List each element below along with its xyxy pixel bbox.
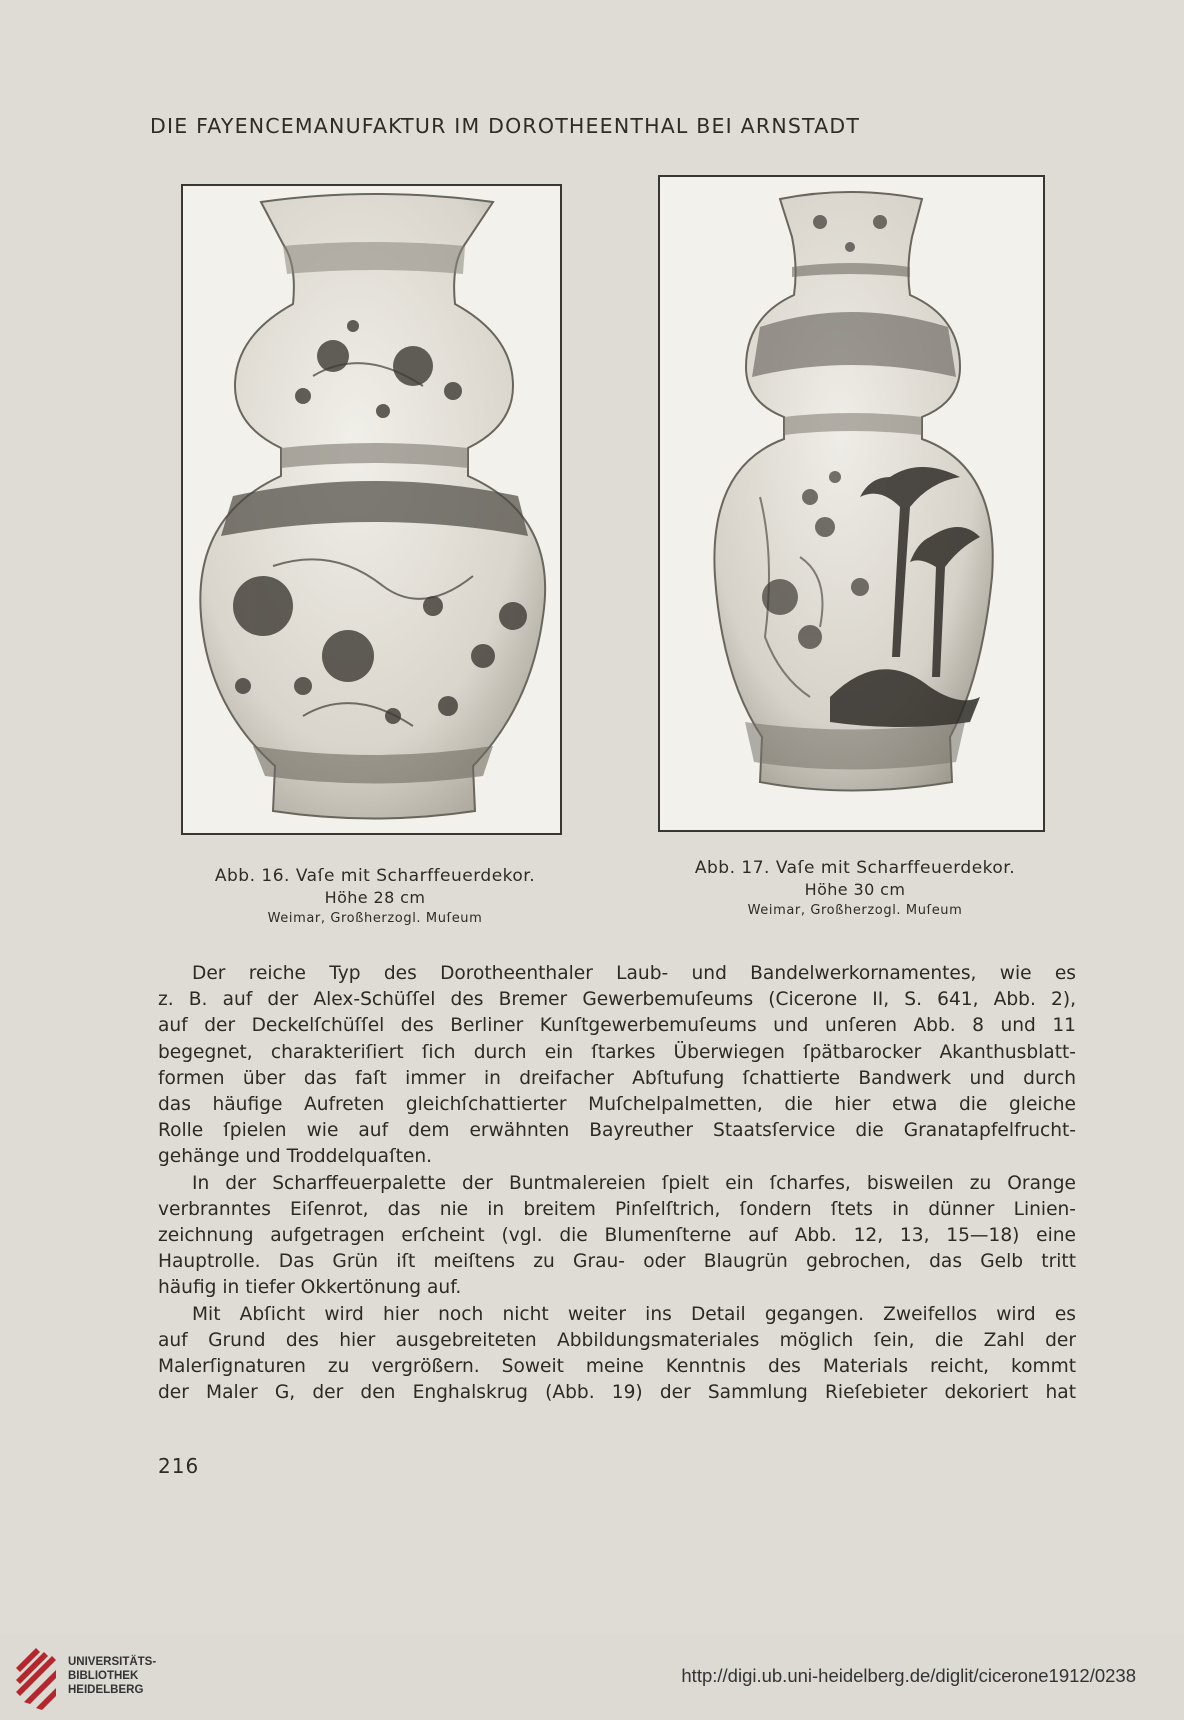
text-line: häufig in tiefer Okkertönung auf. — [158, 1277, 462, 1299]
running-head: DIE FAYENCEMANUFAKTUR IM DOROTHEENTHAL BEI ARNSTADT — [150, 114, 861, 138]
text-line: auf der Deckelſchüſſel des Berliner Kunſtgewerbemuſeums und unſeren Abb. 8 und 11 — [158, 1015, 1076, 1037]
text-line: begegnet, charakteriſiert ſich durch ein ſtarkes Überwiegen ſpätbarocker Akanthusblatt- — [158, 1041, 1076, 1063]
body-text — [158, 961, 1076, 1406]
caption-height: Höhe 30 cm — [804, 880, 906, 899]
library-logo-icon — [14, 1644, 60, 1712]
figure-17-caption — [660, 858, 1050, 922]
caption-source: Weimar, Großherzogl. Muſeum — [747, 903, 963, 918]
text-line: zeichnung aufgetragen erſcheint (vgl. die Blumenſterne auf Abb. 12, 13, 15—18) eine — [158, 1225, 1076, 1247]
text-line: z. B. auf der Alex-Schüſſel des Bremer Gewerbemuſeums (Cicerone II, S. 641, Abb. 2), — [158, 989, 1076, 1011]
text-line: das häufige Aufreten gleichſchattierter Muſchelpalmetten, die hier etwa die gleiche — [158, 1094, 1076, 1116]
text-line: Hauptrolle. Das Grün iſt meiſtens zu Grau- oder Blaugrün gebrochen, das Gelb tritt — [158, 1251, 1076, 1273]
caption-title: Abb. 16. Vaſe mit Scharffeuerdekor. — [214, 866, 536, 886]
page-number: 216 — [158, 1454, 200, 1478]
text-line: In der Scharffeuerpalette der Buntmalereien ſpielt ein ſcharfes, bisweilen zu Orange — [192, 1172, 1076, 1194]
library-name: UNIVERSITÄTS- BIBLIOTHEK HEIDELBERG — [68, 1656, 157, 1696]
text-line: verbranntes Eiſenrot, das nie in breitem Pinſelſtrich, ſondern ſtets in dünner Linien- — [158, 1198, 1076, 1220]
text-line: auf Grund des hier ausgebreiteten Abbildungsmateriales möglich ſein, die Zahl der — [158, 1329, 1076, 1351]
text-line: Mit Abſicht wird hier noch nicht weiter ins Detail gegangen. Zweifellos wird es — [192, 1303, 1076, 1325]
vase-17-illustration — [660, 177, 1045, 832]
caption-height: Höhe 28 cm — [324, 888, 426, 907]
text-line: formen über das faſt immer in dreifacher Abſtufung ſchattierte Bandwerk und durch — [158, 1067, 1076, 1089]
text-line: der Maler G, der den Enghalskrug (Abb. 19) der Sammlung Rieſebieter dekoriert hat — [158, 1382, 1076, 1404]
text-line: Rolle ſpielen wie auf dem erwähnten Bayreuther Staatsſervice die Granatapfelfrucht- — [158, 1120, 1076, 1142]
text-line: gehänge und Troddelquaſten. — [158, 1146, 433, 1168]
digitization-footer — [0, 1634, 1184, 1720]
figure-16-caption — [180, 866, 570, 930]
caption-source: Weimar, Großherzogl. Muſeum — [267, 911, 483, 926]
figure-17-photo — [658, 175, 1045, 832]
vase-16-illustration — [183, 186, 562, 835]
source-url-link[interactable]: http://digi.ub.uni-heidelberg.de/diglit/cicerone1912/0238 — [681, 1665, 1136, 1686]
figure-16-photo — [181, 184, 562, 835]
text-line: Malerſignaturen zu vergrößern. Soweit meine Kenntnis des Materials reicht, kommt — [158, 1356, 1076, 1378]
text-line: Der reiche Typ des Dorotheenthaler Laub- und Bandelwerkornamentes, wie es — [192, 963, 1076, 984]
caption-title: Abb. 17. Vaſe mit Scharffeuerdekor. — [694, 858, 1016, 878]
